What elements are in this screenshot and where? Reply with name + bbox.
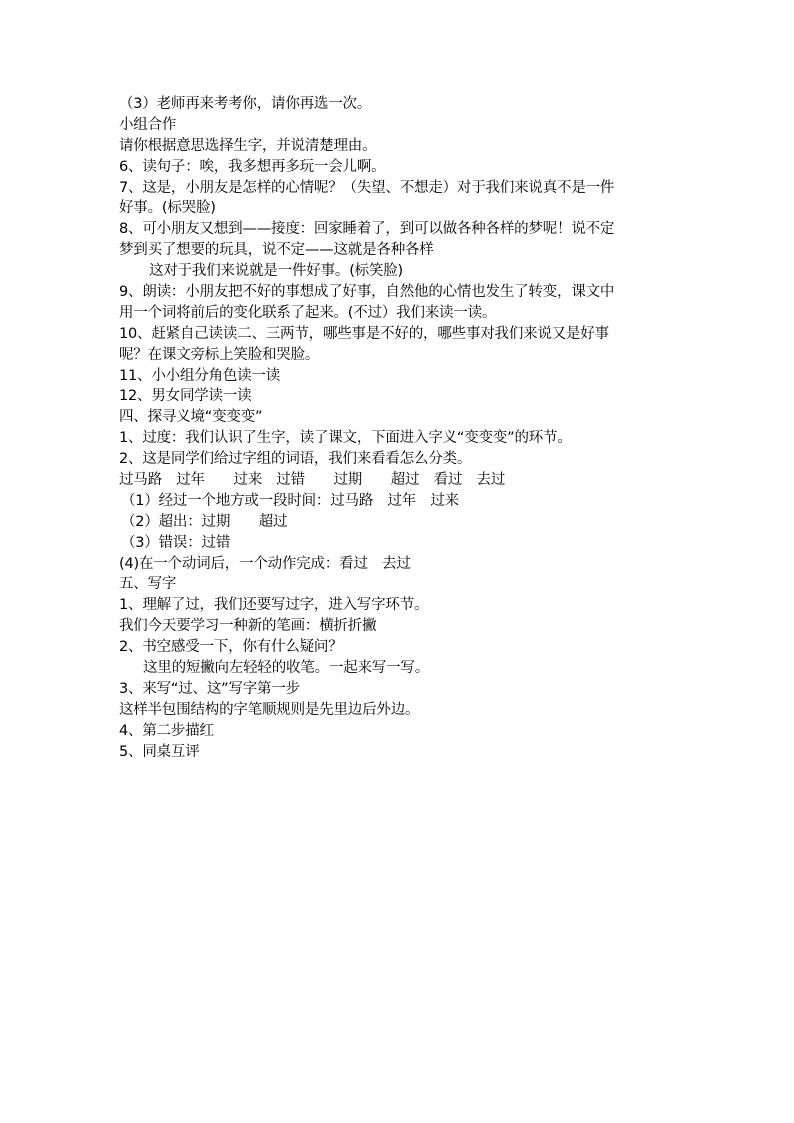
text-line: 5、同桌互评 (119, 743, 200, 760)
section-heading: 小组合作 (119, 116, 177, 133)
text-line: 10、赶紧自己读读二、三两节，哪些事是不好的，哪些事对我们来说又是好事 (119, 325, 609, 342)
category-item: （2）超出：过期 超过 (121, 513, 288, 530)
category-item: （3）错误：过错 (121, 534, 231, 551)
text-line: 这里的短撇向左轻轻的收笔。一起来写一写。 (143, 660, 429, 677)
text-line: 2、书空感受一下，你有什么疑问？ (119, 639, 343, 656)
text-line: 好事。(标哭脸) (119, 200, 216, 217)
text-line: 请你根据意思选择生字，并说清楚理由。 (119, 137, 377, 154)
text-line: （3）老师再来考考你，请你再选一次。 (119, 96, 372, 112)
text-line: 7、这是，小朋友是怎样的心情呢？（失望、不想走）对于我们来说真不是一件 (119, 179, 615, 196)
text-line: 1、过度：我们认识了生字，读了课文，下面进入字义“变变变”的环节。 (119, 430, 572, 447)
text-line: 9、朗读：小朋友把不好的事想成了好事，自然他的心情也发生了转变，课文中 (119, 284, 615, 301)
text-line: 我们今天要学习一种新的笔画：横折折撇 (119, 618, 377, 635)
text-line: 6、读句子：唉，我多想再多玩一会儿啊。 (119, 158, 386, 175)
text-line: 3、来写“过、这”写字第一步 (119, 680, 300, 697)
text-line: 4、第二步描红 (119, 722, 214, 739)
section-heading: 四、探寻义境“变变变” (119, 409, 263, 426)
text-line: 用一个词将前后的变化联系了起来。(不过）我们来读一读。 (119, 304, 497, 321)
text-line: 1、理解了过，我们还要写过字，进入写字环节。 (119, 597, 429, 614)
word-list: 过马路 过年 过来 过错 过期 超过 看过 去过 (119, 472, 506, 489)
lesson-plan-text (119, 94, 679, 763)
text-line: 2、这是同学们给过字组的词语，我们来看看怎么分类。 (119, 451, 472, 468)
text-line: 12、男女同学读一读 (119, 388, 252, 405)
text-line: 这对于我们来说就是一件好事。(标笑脸) (149, 263, 404, 280)
category-item: （1）经过一个地方或一段时间：过马路 过年 过来 (121, 492, 459, 509)
section-heading: 五、写字 (119, 576, 177, 593)
text-line: 这样半包围结构的字笔顺规则是先里边后外边。 (119, 701, 420, 718)
text-line: 梦到买了想要的玩具，说不定——这就是各种各样 (119, 242, 434, 259)
text-line: 8、可小朋友又想到——接度：回家睡着了，到可以做各种各样的梦呢！说不定 (119, 221, 615, 238)
text-line: 呢？在课文旁标上笑脸和哭脸。 (119, 346, 320, 363)
text-line: 11、小小组分角色读一读 (119, 367, 281, 384)
category-item: (4)在一个动词后，一个动作完成：看过 去过 (119, 555, 411, 572)
